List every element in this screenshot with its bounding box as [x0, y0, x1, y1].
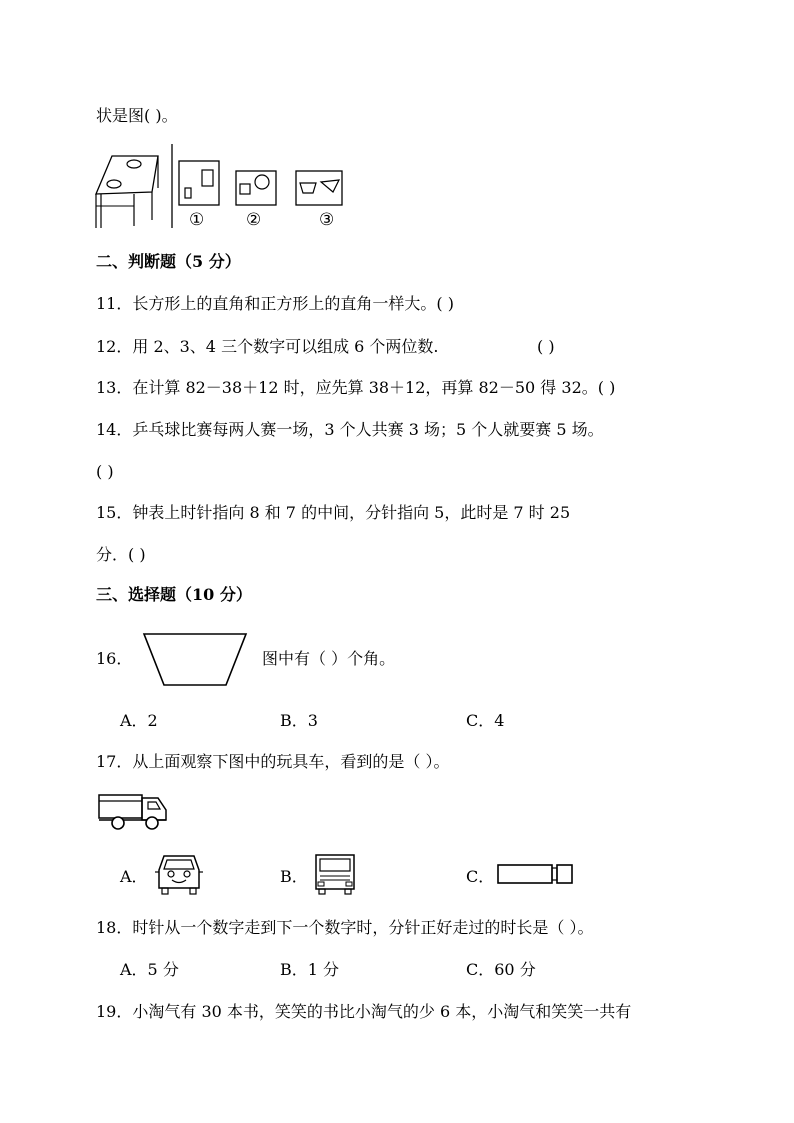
- q12-paren: ( ): [537, 337, 555, 356]
- q13-text: 13．在计算 82－38＋12 时，应先算 38＋12，再算 82－50 得 32。( ): [96, 378, 616, 397]
- q15-line1: 15．钟表上时针指向 8 和 7 的中间，分针指向 5，此时是 7 时 25: [96, 503, 571, 522]
- q17-option-c: C．: [466, 867, 495, 886]
- option-2-label: ②: [246, 210, 262, 230]
- option-1-figure: [178, 160, 220, 206]
- q19-text: 19．小淘气有 30 本书，笑笑的书比小淘气的少 6 本，小淘气和笑笑一共有: [96, 1002, 632, 1021]
- toy-truck-figure: [96, 792, 170, 832]
- trapezoid-figure: [142, 632, 248, 688]
- section-3-heading: 三、选择题（10 分）: [96, 585, 252, 604]
- q16-text: 图中有（ ）个角。: [262, 649, 396, 668]
- q11-text: 11．长方形上的直角和正方形上的直角一样大。( ): [96, 294, 454, 313]
- q18-option-b: B．1 分: [280, 960, 340, 979]
- q10-text: 状是图( )。: [96, 106, 178, 125]
- q17-text: 17．从上面观察下图中的玩具车，看到的是（ ）。: [96, 752, 450, 771]
- truck-top-view-figure: [496, 862, 576, 888]
- q18-option-c: C．60 分: [466, 960, 536, 979]
- q14-line2: ( ): [96, 462, 114, 481]
- q17-option-a: A．: [120, 867, 148, 886]
- q18-option-a: A．5 分: [120, 960, 179, 979]
- q15-line2: 分．( ): [96, 545, 146, 564]
- option-2-figure: [235, 170, 277, 206]
- option-3-figure: [295, 170, 343, 206]
- q16-option-a: A．2: [120, 711, 158, 730]
- q14-line1: 14．乒乓球比赛每两人赛一场，3 个人共赛 3 场；5 个人就要赛 5 场。: [96, 420, 604, 439]
- table-figure: [94, 150, 160, 230]
- option-1-label: ①: [189, 210, 205, 230]
- q16-option-b: B．3: [280, 711, 318, 730]
- option-3-label: ③: [319, 210, 335, 230]
- section-2-heading: 二、判断题（5 分）: [96, 252, 241, 271]
- q18-text: 18．时针从一个数字走到下一个数字时，分针正好走过的时长是（ ）。: [96, 918, 594, 937]
- truck-front-figure: [312, 852, 358, 896]
- divider-line: [170, 144, 174, 228]
- q17-option-b: B．: [280, 867, 308, 886]
- q12-text: 12．用 2、3、4 三个数字可以组成 6 个两位数.: [96, 337, 439, 356]
- q16-number: 16．: [96, 649, 133, 668]
- q16-option-c: C．4: [466, 711, 505, 730]
- car-front-face-figure: [154, 852, 204, 896]
